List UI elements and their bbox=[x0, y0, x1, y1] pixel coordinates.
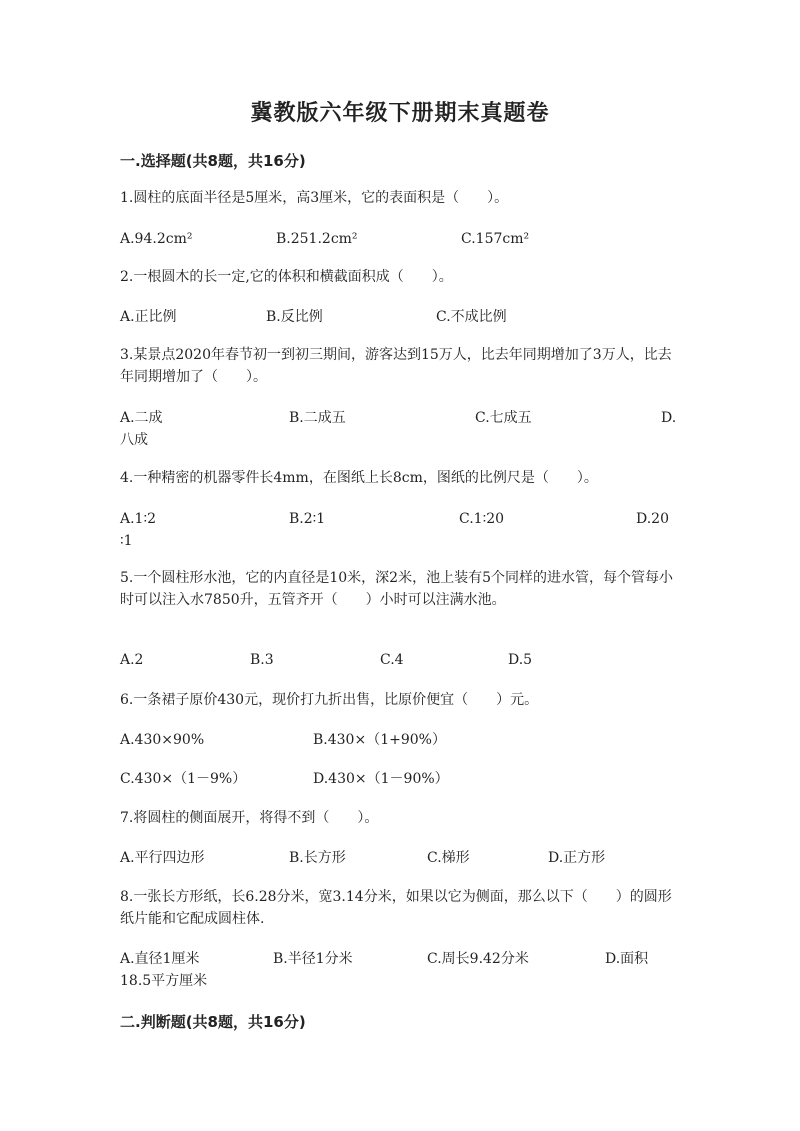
option-7d: D.正方形 bbox=[548, 850, 606, 866]
option-6b: B.430×（1+90%） bbox=[313, 732, 446, 748]
option-3b: B.二成五 bbox=[289, 410, 346, 426]
option-3c: C.七成五 bbox=[475, 410, 532, 426]
option-7a: A.平行四边形 bbox=[120, 850, 205, 866]
option-6c: C.430×（1－9%） bbox=[120, 771, 247, 787]
question-6: 6.一条裙子原价430元，现价打九折出售，比原价便宜（ ）元。 bbox=[120, 692, 539, 708]
option-4d: D.20 bbox=[636, 511, 669, 527]
question-8: 8.一张长方形纸，长6.28分米，宽3.14分米，如果以它为侧面，那么以下（ ）的圆形纸片能和它配成圆柱体. bbox=[120, 889, 672, 927]
option-5b: B.3 bbox=[250, 652, 274, 668]
option-1c: C.157cm² bbox=[461, 231, 530, 247]
option-3a: A.二成 bbox=[120, 410, 163, 426]
option-7b: B.长方形 bbox=[289, 850, 346, 866]
question-1: 1.圆柱的底面半径是5厘米，高3厘米，它的表面积是（ ）。 bbox=[120, 190, 509, 206]
option-6a: A.430×90% bbox=[120, 732, 205, 748]
option-8a: A.直径1厘米 bbox=[120, 951, 200, 967]
option-8c: C.周长9.42分米 bbox=[427, 951, 529, 967]
option-5d: D.5 bbox=[508, 652, 533, 668]
option-2b: B.反比例 bbox=[266, 309, 323, 325]
option-5c: C.4 bbox=[380, 652, 404, 668]
option-2c: C.不成比例 bbox=[436, 309, 507, 325]
option-5a: A.2 bbox=[120, 652, 144, 668]
question-7: 7.将圆柱的侧面展开，将得不到（ ）。 bbox=[120, 810, 379, 826]
option-1b: B.251.2cm² bbox=[276, 231, 358, 247]
question-2: 2.一根圆木的长一定,它的体积和横截面积成（ ）。 bbox=[120, 269, 453, 285]
option-4a: A.1∶2 bbox=[120, 511, 157, 527]
option-2a: A.正比例 bbox=[120, 309, 177, 325]
option-8b: B.半径1分米 bbox=[273, 951, 353, 967]
option-3d: D. bbox=[661, 410, 677, 426]
option-4c: C.1∶20 bbox=[459, 511, 505, 527]
option-7c: C.梯形 bbox=[427, 850, 470, 866]
page-title: 冀教版六年级下册期末真题卷 bbox=[250, 101, 550, 126]
question-5: 5.一个圆柱形水池，它的内直径是10米，深2米，池上装有5个同样的进水管，每个管每小时可以注入水7850升，五管齐开（ ）小时可以注满水池。 bbox=[120, 570, 673, 608]
option-6d: D.430×（1－90%） bbox=[313, 771, 449, 787]
section-heading-choice: 一.选择题(共8题，共16分) bbox=[120, 152, 306, 170]
option-4b: B.2∶1 bbox=[289, 511, 326, 527]
option-8d-wrap: 18.5平方厘米 bbox=[120, 973, 208, 989]
question-4: 4.一种精密的机器零件长4mm，在图纸上长8cm，图纸的比例尺是（ ）。 bbox=[120, 470, 598, 486]
option-3d-wrap: 八成 bbox=[120, 432, 148, 448]
option-8d: D.面积 bbox=[605, 951, 649, 967]
option-4d-wrap: ∶1 bbox=[120, 533, 133, 549]
question-3: 3.某景点2020年春节初一到初三期间，游客达到15万人，比去年同期增加了3万人，比去年同期增加了（ ）。 bbox=[120, 347, 672, 385]
option-1a: A.94.2cm² bbox=[120, 231, 193, 247]
section-heading-judge: 二.判断题(共8题，共16分) bbox=[120, 1013, 306, 1031]
